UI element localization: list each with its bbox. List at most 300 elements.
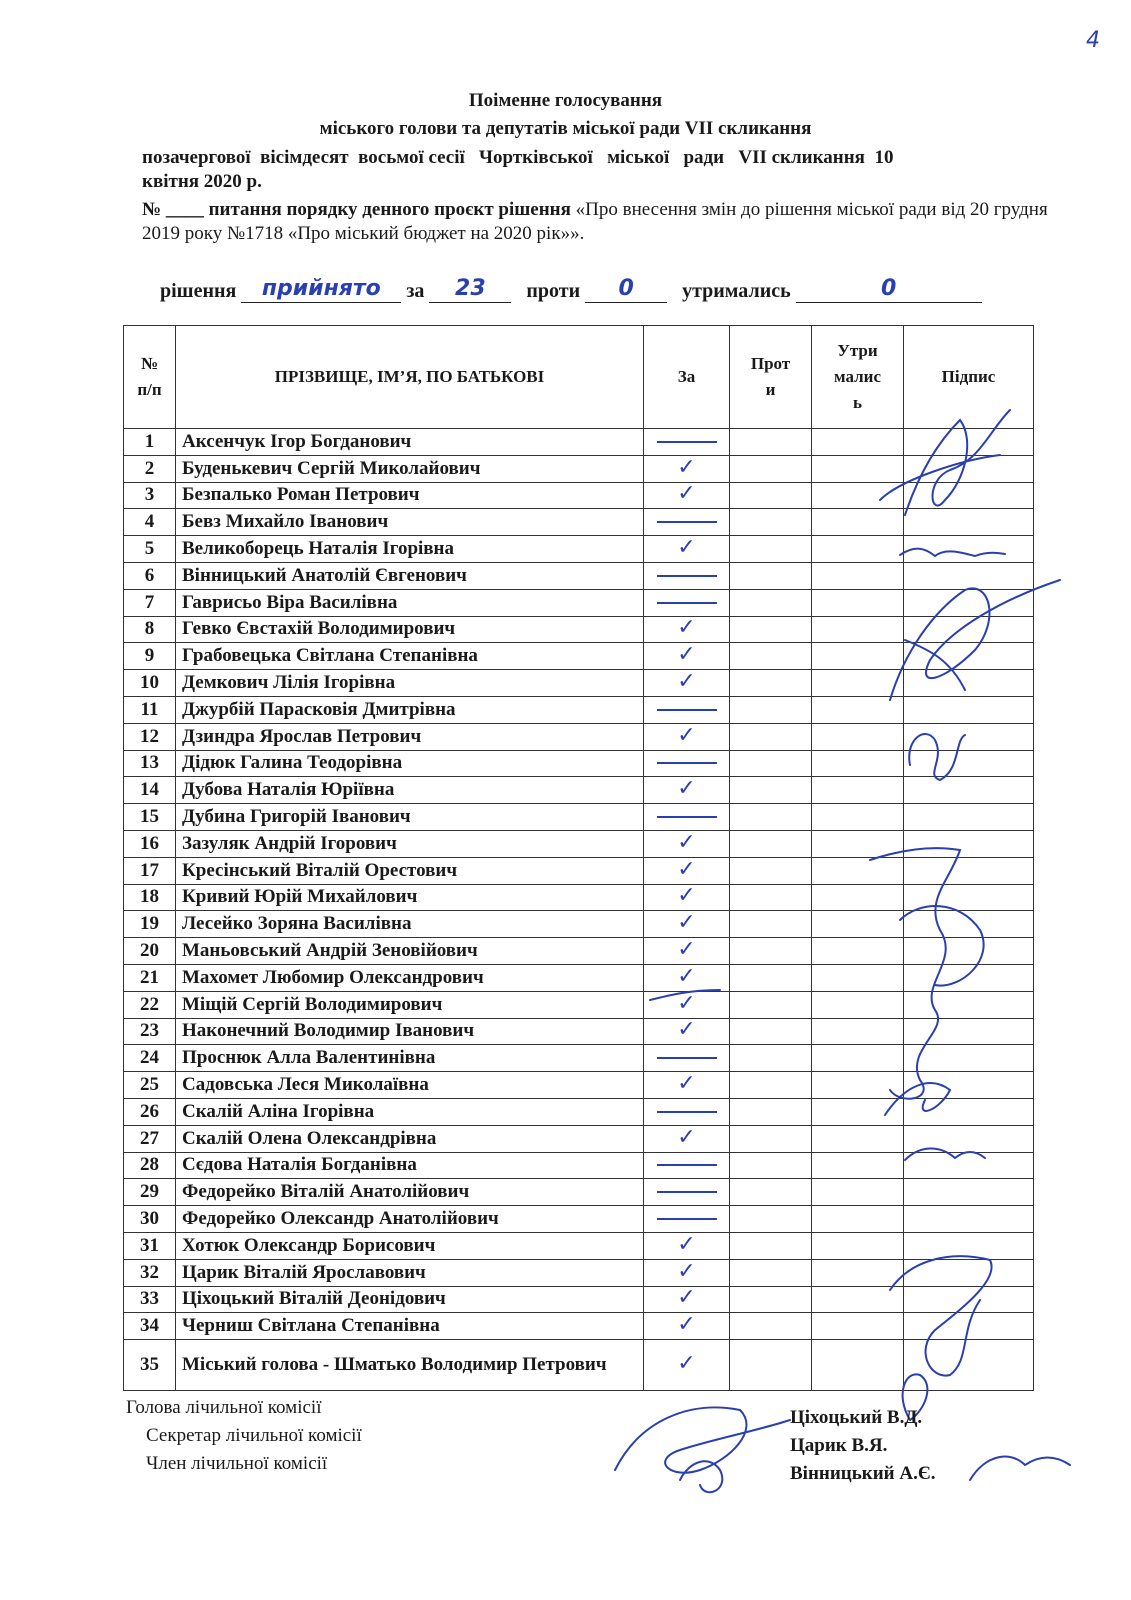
row-number: 2	[124, 455, 176, 482]
deputy-name: Безпалько Роман Петрович	[176, 482, 644, 509]
row-number: 29	[124, 1179, 176, 1206]
deputy-name: Кривий Юрій Михайлович	[176, 884, 644, 911]
vote-abstain-cell	[812, 1179, 904, 1206]
vote-abstain-cell	[812, 1072, 904, 1099]
vote-abstain-cell	[812, 455, 904, 482]
deputy-name: Дзиндра Ярослав Петрович	[176, 723, 644, 750]
signature-commission-3	[970, 1457, 1070, 1480]
signature-cell	[904, 1313, 1034, 1340]
table-header-row	[124, 326, 1034, 429]
vote-for-cell	[644, 964, 730, 991]
decision-line	[160, 276, 982, 303]
vote-for-cell	[644, 536, 730, 563]
table-row	[124, 1286, 1034, 1313]
vote-abstain-cell	[812, 991, 904, 1018]
commission-member-name: Вінницький А.Є.	[790, 1463, 936, 1484]
header-against: Прот и	[730, 326, 812, 429]
vote-against-cell	[730, 750, 812, 777]
row-number: 33	[124, 1286, 176, 1313]
header-abstain: Утри малис ь	[812, 326, 904, 429]
abstain-label: утримались	[682, 280, 791, 302]
table-row	[124, 696, 1034, 723]
vote-for-cell	[644, 1313, 730, 1340]
deputy-name: Садовська Леся Миколаївна	[176, 1072, 644, 1099]
vote-for-cell	[644, 938, 730, 965]
row-number: 10	[124, 670, 176, 697]
signature-cell	[904, 777, 1034, 804]
row-number: 13	[124, 750, 176, 777]
header-signature: Підпис	[904, 326, 1034, 429]
deputy-name: Махомет Любомир Олександрович	[176, 964, 644, 991]
dash-mark	[657, 762, 717, 764]
vote-abstain-cell	[812, 643, 904, 670]
vote-against-cell	[730, 804, 812, 831]
deputy-name: Ціхоцький Віталій Деонідович	[176, 1286, 644, 1313]
signature-cell	[904, 643, 1034, 670]
vote-abstain-cell	[812, 1340, 904, 1391]
vote-abstain-cell	[812, 804, 904, 831]
signature-cell	[904, 536, 1034, 563]
checkmark-icon: ✓	[677, 1124, 696, 1150]
row-number: 7	[124, 589, 176, 616]
checkmark-icon: ✓	[677, 1231, 696, 1257]
table-row	[124, 777, 1034, 804]
against-label: проти	[526, 280, 581, 302]
session-line-1: позачергової вісімдесят восьмої сесії Чортківської міської ради VІІ скликання 10	[142, 147, 894, 168]
vote-against-cell	[730, 1206, 812, 1233]
header-for: За	[644, 326, 730, 429]
vote-abstain-cell	[812, 509, 904, 536]
vote-against-cell	[730, 1286, 812, 1313]
deputy-name: Буденькевич Сергій Миколайович	[176, 455, 644, 482]
signature-cell	[904, 670, 1034, 697]
session-line-2: квітня 2020 р.	[142, 171, 262, 192]
table-row	[124, 991, 1034, 1018]
vote-abstain-cell	[812, 1286, 904, 1313]
vote-abstain-cell	[812, 777, 904, 804]
vote-against-cell	[730, 1098, 812, 1125]
decision-label: рішення	[160, 280, 237, 302]
vote-for-cell	[644, 429, 730, 456]
checkmark-icon: ✓	[677, 481, 696, 507]
table-row	[124, 938, 1034, 965]
vote-against-cell	[730, 670, 812, 697]
header-number: № п/п	[124, 326, 176, 429]
deputy-name: Грабовецька Світлана Степанівна	[176, 643, 644, 670]
deputy-name: Зазуляк Андрій Ігорович	[176, 830, 644, 857]
table-row	[124, 455, 1034, 482]
question-text: «Про внесення змін до рішення міської ради від 20 грудня 2019 року №1718 «Про міський бюджет на 2020 рік»».	[142, 199, 1048, 244]
roll-call-table	[123, 325, 1034, 1391]
table-row	[124, 750, 1034, 777]
checkmark-icon: ✓	[677, 454, 696, 480]
table-row	[124, 1045, 1034, 1072]
vote-against-cell	[730, 1125, 812, 1152]
vote-for-cell	[644, 1206, 730, 1233]
table-row	[124, 562, 1034, 589]
vote-for-cell	[644, 1259, 730, 1286]
commission-secretary-label: Секретар лічильної комісії	[146, 1425, 362, 1446]
dash-mark	[657, 441, 717, 443]
vote-against-cell	[730, 1232, 812, 1259]
signature-cell	[904, 911, 1034, 938]
signature-cell	[904, 1340, 1034, 1391]
signature-cell	[904, 455, 1034, 482]
row-number: 30	[124, 1206, 176, 1233]
dash-mark	[657, 1218, 717, 1220]
vote-abstain-cell	[812, 723, 904, 750]
vote-abstain-cell	[812, 884, 904, 911]
deputy-name: Черниш Світлана Степанівна	[176, 1313, 644, 1340]
vote-abstain-cell	[812, 429, 904, 456]
vote-abstain-cell	[812, 482, 904, 509]
vote-against-cell	[730, 1152, 812, 1179]
vote-against-cell	[730, 1072, 812, 1099]
deputy-name: Гаврисьо Віра Василівна	[176, 589, 644, 616]
vote-for-cell	[644, 804, 730, 831]
table-row	[124, 857, 1034, 884]
table-row	[124, 911, 1034, 938]
deputy-name: Федорейко Віталій Анатолійович	[176, 1179, 644, 1206]
signature-cell	[904, 1232, 1034, 1259]
checkmark-icon: ✓	[677, 1285, 696, 1311]
signature-cell	[904, 723, 1034, 750]
counting-commission	[126, 1394, 362, 1478]
decision-value: прийнято	[241, 276, 401, 303]
deputy-name: Наконечний Володимир Іванович	[176, 1018, 644, 1045]
dash-mark	[657, 1057, 717, 1059]
commission-chair-label: Голова лічильної комісії	[126, 1397, 322, 1418]
row-number: 23	[124, 1018, 176, 1045]
vote-against-cell	[730, 429, 812, 456]
signature-cell	[904, 1152, 1034, 1179]
commission-chair-name: Ціхоцький В.Д.	[790, 1407, 923, 1428]
signature-cell	[904, 589, 1034, 616]
checkmark-icon: ✓	[677, 1351, 696, 1377]
signature-cell	[904, 1072, 1034, 1099]
vote-for-cell	[644, 482, 730, 509]
checkmark-icon: ✓	[677, 1071, 696, 1097]
table-row	[124, 1152, 1034, 1179]
vote-against-cell	[730, 1259, 812, 1286]
deputy-name: Хотюк Олександр Борисович	[176, 1232, 644, 1259]
signature-cell	[904, 1018, 1034, 1045]
vote-for-cell	[644, 830, 730, 857]
dash-mark	[657, 521, 717, 523]
commission-members	[790, 1404, 936, 1488]
row-number: 27	[124, 1125, 176, 1152]
checkmark-icon: ✓	[677, 963, 696, 989]
signature-cell	[904, 1259, 1034, 1286]
checkmark-icon: ✓	[677, 776, 696, 802]
signature-cell	[904, 938, 1034, 965]
checkmark-icon: ✓	[677, 722, 696, 748]
vote-abstain-cell	[812, 1152, 904, 1179]
checkmark-icon: ✓	[677, 990, 696, 1016]
table-row	[124, 670, 1034, 697]
row-number: 31	[124, 1232, 176, 1259]
deputy-name: Проснюк Алла Валентинівна	[176, 1045, 644, 1072]
checkmark-icon: ✓	[677, 669, 696, 695]
vote-against-cell	[730, 1018, 812, 1045]
checkmark-icon: ✓	[677, 856, 696, 882]
signature-cell	[904, 696, 1034, 723]
vote-for-cell	[644, 911, 730, 938]
vote-for-cell	[644, 643, 730, 670]
deputy-name: Маньовський Андрій Зеновійович	[176, 938, 644, 965]
table-row	[124, 1206, 1034, 1233]
signature-cell	[904, 1286, 1034, 1313]
vote-for-cell	[644, 1018, 730, 1045]
deputy-name: Скалій Олена Олександрівна	[176, 1125, 644, 1152]
header-name: ПРІЗВИЩЕ, ІМ’Я, ПО БАТЬКОВІ	[176, 326, 644, 429]
table-row	[124, 643, 1034, 670]
vote-for-cell	[644, 455, 730, 482]
vote-abstain-cell	[812, 1125, 904, 1152]
vote-abstain-cell	[812, 536, 904, 563]
question-prefix: № ____ питання порядку денного проєкт рішення	[142, 199, 571, 220]
vote-abstain-cell	[812, 562, 904, 589]
vote-for-cell	[644, 1232, 730, 1259]
checkmark-icon: ✓	[677, 1258, 696, 1284]
page-number: 4	[1086, 28, 1100, 53]
signature-cell	[904, 991, 1034, 1018]
for-label: за	[406, 280, 425, 302]
vote-abstain-cell	[812, 589, 904, 616]
signature-cell	[904, 750, 1034, 777]
deputy-name: Дубова Наталія Юріївна	[176, 777, 644, 804]
table-row	[124, 964, 1034, 991]
row-number: 32	[124, 1259, 176, 1286]
signature-cell	[904, 1179, 1034, 1206]
deputy-name: Гевко Євстахій Володимирович	[176, 616, 644, 643]
deputy-name: Міський голова - Шматько Володимир Петрович	[176, 1340, 644, 1391]
vote-for-cell	[644, 696, 730, 723]
row-number: 9	[124, 643, 176, 670]
signature-cell	[904, 1045, 1034, 1072]
agenda-question	[142, 198, 1062, 246]
vote-for-cell	[644, 1072, 730, 1099]
signature-cell	[904, 616, 1034, 643]
deputy-name: Міщій Сергій Володимирович	[176, 991, 644, 1018]
vote-for-cell	[644, 670, 730, 697]
deputy-name: Дідюк Галина Теодорівна	[176, 750, 644, 777]
deputy-name: Бевз Михайло Іванович	[176, 509, 644, 536]
vote-against-cell	[730, 830, 812, 857]
vote-against-cell	[730, 696, 812, 723]
vote-abstain-cell	[812, 1045, 904, 1072]
vote-against-cell	[730, 911, 812, 938]
table-row	[124, 482, 1034, 509]
deputy-name: Скалій Аліна Ігорівна	[176, 1098, 644, 1125]
deputy-name: Вінницький Анатолій Євгенович	[176, 562, 644, 589]
vote-abstain-cell	[812, 1313, 904, 1340]
row-number: 21	[124, 964, 176, 991]
vote-for-cell	[644, 750, 730, 777]
deputy-name: Джурбій Парасковія Дмитрівна	[176, 696, 644, 723]
vote-abstain-cell	[812, 1018, 904, 1045]
vote-against-cell	[730, 1340, 812, 1391]
signature-cell	[904, 482, 1034, 509]
deputy-name: Сєдова Наталія Богданівна	[176, 1152, 644, 1179]
checkmark-icon: ✓	[677, 1312, 696, 1338]
table-row	[124, 1098, 1034, 1125]
deputy-name: Лесейко Зоряна Василівна	[176, 911, 644, 938]
deputy-name: Федорейко Олександр Анатолійович	[176, 1206, 644, 1233]
table-body	[124, 429, 1034, 1391]
table-row	[124, 589, 1034, 616]
document-title: Поіменне голосування	[468, 90, 663, 111]
vote-for-cell	[644, 991, 730, 1018]
dash-mark	[657, 709, 717, 711]
deputy-name: Аксенчук Ігор Богданович	[176, 429, 644, 456]
row-number: 3	[124, 482, 176, 509]
vote-against-cell	[730, 1179, 812, 1206]
vote-against-cell	[730, 562, 812, 589]
vote-abstain-cell	[812, 696, 904, 723]
checkmark-icon: ✓	[677, 535, 696, 561]
row-number: 18	[124, 884, 176, 911]
table-row	[124, 884, 1034, 911]
vote-against-cell	[730, 964, 812, 991]
checkmark-icon: ✓	[677, 883, 696, 909]
vote-against-cell	[730, 723, 812, 750]
vote-against-cell	[730, 1313, 812, 1340]
vote-abstain-cell	[812, 1259, 904, 1286]
vote-for-cell	[644, 1286, 730, 1313]
vote-against-cell	[730, 884, 812, 911]
table-row	[124, 509, 1034, 536]
deputy-name: Дубина Григорій Іванович	[176, 804, 644, 831]
vote-for-cell	[644, 616, 730, 643]
vote-against-cell	[730, 616, 812, 643]
table-row	[124, 429, 1034, 456]
table-row	[124, 723, 1034, 750]
checkmark-icon: ✓	[677, 615, 696, 641]
vote-abstain-cell	[812, 670, 904, 697]
vote-for-cell	[644, 884, 730, 911]
vote-for-cell	[644, 589, 730, 616]
row-number: 1	[124, 429, 176, 456]
checkmark-icon: ✓	[677, 642, 696, 668]
document-subtitle: міського голови та депутатів міської ради VІІ скликання	[319, 118, 812, 139]
table-row	[124, 536, 1034, 563]
checkmark-icon: ✓	[677, 829, 696, 855]
signature-cell	[904, 964, 1034, 991]
row-number: 24	[124, 1045, 176, 1072]
signature-cell	[904, 429, 1034, 456]
vote-abstain-cell	[812, 1206, 904, 1233]
row-number: 26	[124, 1098, 176, 1125]
dash-mark	[657, 602, 717, 604]
signature-cell	[904, 562, 1034, 589]
table-row	[124, 804, 1034, 831]
vote-for-cell	[644, 1152, 730, 1179]
commission-secretary-name: Царик В.Я.	[790, 1435, 888, 1456]
row-number: 5	[124, 536, 176, 563]
table-row	[124, 1072, 1034, 1099]
row-number: 12	[124, 723, 176, 750]
checkmark-icon: ✓	[677, 910, 696, 936]
against-count: 0	[585, 276, 667, 303]
vote-abstain-cell	[812, 616, 904, 643]
row-number: 34	[124, 1313, 176, 1340]
vote-against-cell	[730, 991, 812, 1018]
vote-for-cell	[644, 509, 730, 536]
session-description	[142, 146, 1062, 194]
table-row	[124, 1340, 1034, 1391]
deputy-name: Царик Віталій Ярославович	[176, 1259, 644, 1286]
row-number: 15	[124, 804, 176, 831]
table-row	[124, 1232, 1034, 1259]
table-row	[124, 1018, 1034, 1045]
vote-abstain-cell	[812, 857, 904, 884]
vote-against-cell	[730, 643, 812, 670]
vote-for-cell	[644, 777, 730, 804]
vote-against-cell	[730, 482, 812, 509]
vote-abstain-cell	[812, 1098, 904, 1125]
row-number: 28	[124, 1152, 176, 1179]
vote-abstain-cell	[812, 911, 904, 938]
vote-abstain-cell	[812, 964, 904, 991]
signature-cell	[904, 830, 1034, 857]
abstain-count: 0	[796, 276, 982, 303]
for-count: 23	[429, 276, 511, 303]
dash-mark	[657, 816, 717, 818]
vote-against-cell	[730, 938, 812, 965]
table-row	[124, 830, 1034, 857]
signature-cell	[904, 1206, 1034, 1233]
vote-for-cell	[644, 1179, 730, 1206]
vote-against-cell	[730, 589, 812, 616]
row-number: 20	[124, 938, 176, 965]
row-number: 17	[124, 857, 176, 884]
row-number: 19	[124, 911, 176, 938]
dash-mark	[657, 1191, 717, 1193]
signature-cell	[904, 1098, 1034, 1125]
vote-against-cell	[730, 857, 812, 884]
signature-cell	[904, 884, 1034, 911]
vote-against-cell	[730, 455, 812, 482]
deputy-name: Великоборець Наталія Ігорівна	[176, 536, 644, 563]
row-number: 4	[124, 509, 176, 536]
table-row	[124, 1313, 1034, 1340]
vote-for-cell	[644, 1098, 730, 1125]
vote-abstain-cell	[812, 1232, 904, 1259]
deputy-name: Демкович Лілія Ігорівна	[176, 670, 644, 697]
vote-against-cell	[730, 777, 812, 804]
vote-for-cell	[644, 723, 730, 750]
signature-cell	[904, 1125, 1034, 1152]
checkmark-icon: ✓	[677, 937, 696, 963]
table-row	[124, 1125, 1034, 1152]
dash-mark	[657, 1164, 717, 1166]
vote-for-cell	[644, 562, 730, 589]
table-row	[124, 1259, 1034, 1286]
commission-member-label: Член лічильної комісії	[146, 1453, 328, 1474]
deputy-name: Кресінський Віталій Орестович	[176, 857, 644, 884]
dash-mark	[657, 575, 717, 577]
vote-for-cell	[644, 1045, 730, 1072]
table-row	[124, 616, 1034, 643]
dash-mark	[657, 1111, 717, 1113]
vote-against-cell	[730, 536, 812, 563]
row-number: 14	[124, 777, 176, 804]
row-number: 8	[124, 616, 176, 643]
vote-for-cell	[644, 857, 730, 884]
signature-cell	[904, 509, 1034, 536]
vote-for-cell	[644, 1340, 730, 1391]
